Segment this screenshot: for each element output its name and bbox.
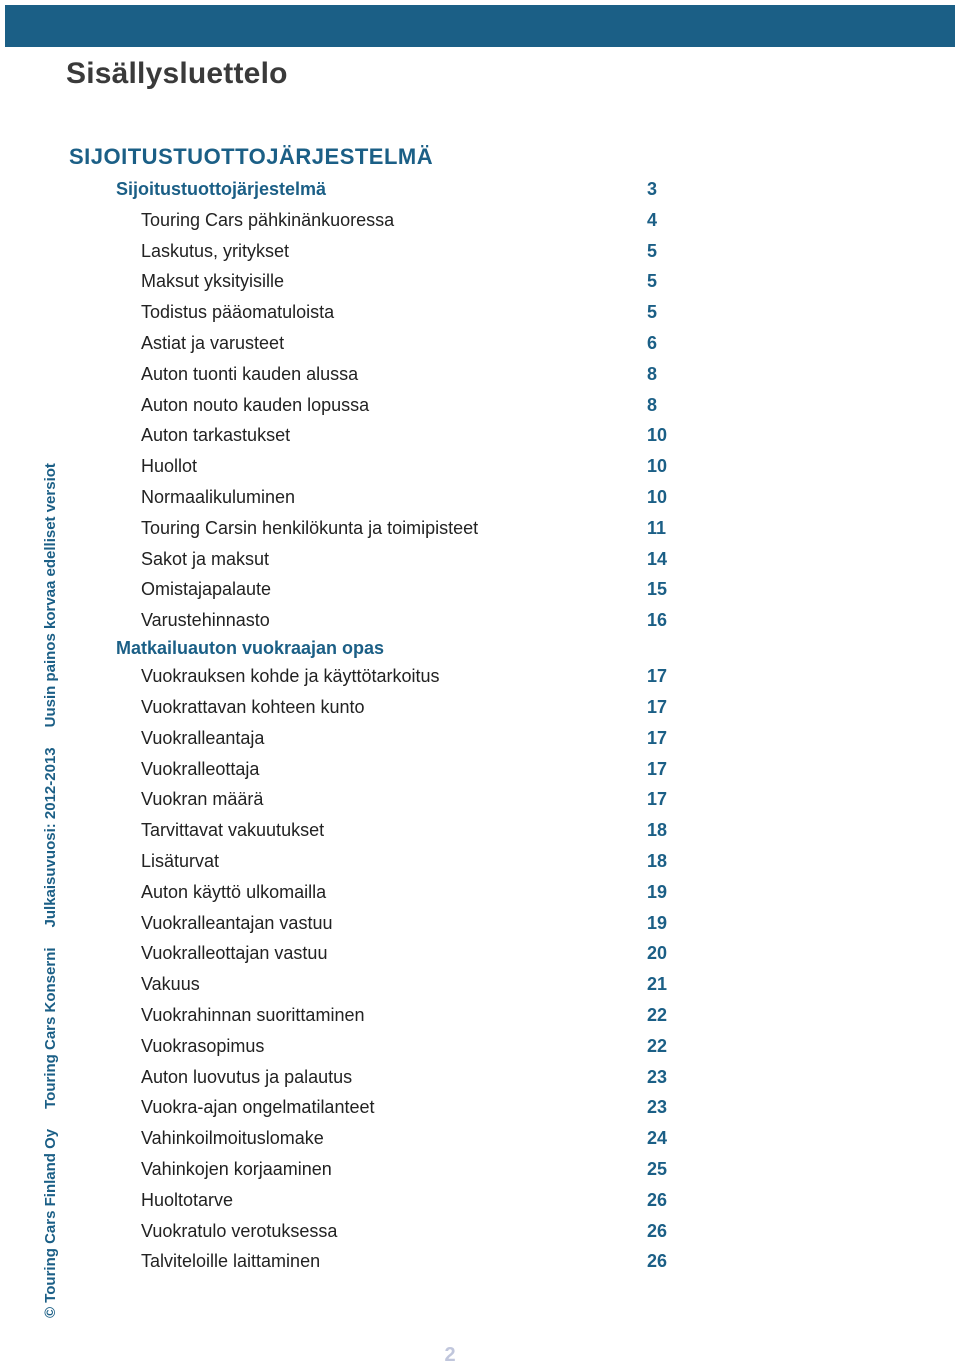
toc-page-number: 5 xyxy=(647,240,658,261)
toc-section-row xyxy=(0,177,700,201)
toc-page-number: 18 xyxy=(647,851,668,871)
toc-page-number: 17 xyxy=(647,727,668,748)
toc-row xyxy=(0,331,700,355)
toc-row xyxy=(0,547,700,571)
toc-page-number: 5 xyxy=(647,271,658,292)
toc-row xyxy=(0,941,700,965)
toc-label: Laskutus, yritykset xyxy=(141,240,290,261)
toc-page-number: 21 xyxy=(647,974,668,995)
toc-row xyxy=(0,577,700,601)
toc-page-number: 10 xyxy=(647,487,668,507)
toc-label: Vuokralleottajan vastuu xyxy=(141,943,328,964)
toc-page-number: 18 xyxy=(647,820,668,841)
toc-page-number: 4 xyxy=(647,209,658,230)
toc-row xyxy=(0,1188,700,1212)
toc-page-number: 17 xyxy=(647,666,668,687)
toc-row xyxy=(0,269,700,293)
toc-label: Vuokrasopimus xyxy=(141,1035,265,1056)
toc-page-number: 19 xyxy=(647,881,668,902)
toc-label: Matkailuauton vuokraajan opas xyxy=(116,638,385,659)
toc-label: Touring Cars pähkinänkuoressa xyxy=(141,209,395,230)
toc-label: Vuokrahinnan suorittaminen xyxy=(141,1005,365,1025)
page-title: Sisällysluettelo xyxy=(66,57,288,90)
toc-row xyxy=(0,1095,700,1119)
toc-label: Vakuus xyxy=(141,974,200,995)
toc-row xyxy=(0,1034,700,1058)
toc-label: Vuokratulo verotuksessa xyxy=(141,1220,338,1241)
page-number: 2 xyxy=(444,1344,456,1366)
toc-label: Auton tarkastukset xyxy=(141,425,291,446)
toc-page-number: 20 xyxy=(647,943,668,964)
toc-label: Omistajapalaute xyxy=(141,579,272,600)
section-heading: SIJOITUSTUOTTOJÄRJESTELMÄ xyxy=(69,144,434,169)
toc-page-number: 24 xyxy=(647,1128,668,1149)
toc-page-number: 10 xyxy=(647,425,668,446)
toc-page-number: 14 xyxy=(647,548,668,569)
side-credits xyxy=(41,443,61,1318)
toc-row xyxy=(0,972,700,996)
toc-page-number: 17 xyxy=(647,758,668,779)
toc-label: Vuokralleantajan vastuu xyxy=(141,912,333,933)
toc-page-number: 17 xyxy=(647,789,668,810)
toc-label: Auton käyttö ulkomailla xyxy=(141,881,327,902)
toc-page-number: 6 xyxy=(647,333,658,353)
toc-label: Sijoitustuottojärjestelmä xyxy=(116,179,327,199)
toc-label: Vuokralleantaja xyxy=(141,727,265,748)
toc-row xyxy=(0,695,700,719)
toc-label: Sakot ja maksut xyxy=(141,548,270,569)
toc-page-number: 25 xyxy=(647,1159,668,1179)
toc-label: Huollot xyxy=(141,456,198,477)
side-group: Touring Cars Konserni xyxy=(42,947,59,1109)
toc-row xyxy=(0,300,700,324)
toc-row xyxy=(0,911,700,935)
toc-row xyxy=(0,849,700,873)
toc-row xyxy=(0,757,700,781)
toc-page-number: 26 xyxy=(647,1220,668,1241)
toc-page-number: 22 xyxy=(647,1005,668,1025)
toc-row xyxy=(0,1219,700,1243)
toc-label: Auton tuonti kauden alussa xyxy=(141,363,359,384)
toc-label: Normaalikuluminen xyxy=(141,487,296,507)
toc-row xyxy=(0,454,700,478)
toc-row xyxy=(0,393,700,417)
toc-label: Auton luovutus ja palautus xyxy=(141,1066,353,1087)
toc-row xyxy=(0,1003,700,1027)
toc-label: Vuokrauksen kohde ja käyttötarkoitus xyxy=(141,666,440,687)
toc-label: Touring Carsin henkilökunta ja toimipisteet xyxy=(141,517,479,538)
toc-row xyxy=(0,1249,700,1273)
toc-label: Vuokran määrä xyxy=(141,789,264,810)
side-company: © Touring Cars Finland Oy xyxy=(42,1128,59,1318)
toc-label: Varustehinnasto xyxy=(141,610,270,631)
toc-label: Vahinkoilmoituslomake xyxy=(141,1128,324,1149)
toc-row xyxy=(0,880,700,904)
toc-page-number: 8 xyxy=(647,363,658,384)
toc-page-number: 15 xyxy=(647,579,668,600)
toc-page-number: 17 xyxy=(647,697,668,717)
toc-row xyxy=(0,1065,700,1089)
toc-label: Maksut yksityisille xyxy=(141,271,285,292)
toc-page-number: 19 xyxy=(647,912,668,933)
toc-label: Todistus pääomatuloista xyxy=(141,302,335,323)
toc-label: Vuokra-ajan ongelmatilanteet xyxy=(141,1097,375,1118)
toc-section-row xyxy=(0,636,700,660)
toc-label: Huoltotarve xyxy=(141,1189,234,1210)
toc-label: Vahinkojen korjaaminen xyxy=(141,1159,332,1179)
toc-label: Auton nouto kauden lopussa xyxy=(141,394,370,415)
toc-row xyxy=(0,516,700,540)
toc-label: Talviteloille laittaminen xyxy=(141,1251,321,1272)
toc-row xyxy=(0,787,700,811)
toc-page-number: 5 xyxy=(647,302,658,323)
toc-label: Vuokrattavan kohteen kunto xyxy=(141,697,365,717)
toc-label: Astiat ja varusteet xyxy=(141,333,285,353)
toc-row xyxy=(0,1126,700,1150)
side-note: Uusin painos korvaa edelliset versiot xyxy=(42,463,59,728)
toc-row xyxy=(0,664,700,688)
toc-page-number: 22 xyxy=(647,1035,668,1056)
toc-row xyxy=(0,239,700,263)
toc-page-number: 23 xyxy=(647,1097,668,1118)
toc-row xyxy=(0,608,700,632)
toc-page-number: 10 xyxy=(647,456,668,477)
side-year: Julkaisuvuosi: 2012-2013 xyxy=(42,747,59,928)
toc-page-number: 3 xyxy=(647,179,658,199)
toc-row xyxy=(0,818,700,842)
toc-page-number: 16 xyxy=(647,610,668,631)
toc-row xyxy=(0,485,700,509)
toc-label: Lisäturvat xyxy=(141,851,220,871)
toc-page-number: 8 xyxy=(647,394,658,415)
toc-row xyxy=(0,423,700,447)
toc-label: Tarvittavat vakuutukset xyxy=(141,820,325,841)
toc-page-number: 26 xyxy=(647,1251,668,1272)
toc-page-number: 26 xyxy=(647,1189,668,1210)
toc-page-number: 11 xyxy=(647,517,667,538)
toc-label: Vuokralleottaja xyxy=(141,758,260,779)
toc-row xyxy=(0,208,700,232)
toc-row xyxy=(0,362,700,386)
toc-row xyxy=(0,726,700,750)
toc-row xyxy=(0,1157,700,1181)
toc-page-number: 23 xyxy=(647,1066,668,1087)
